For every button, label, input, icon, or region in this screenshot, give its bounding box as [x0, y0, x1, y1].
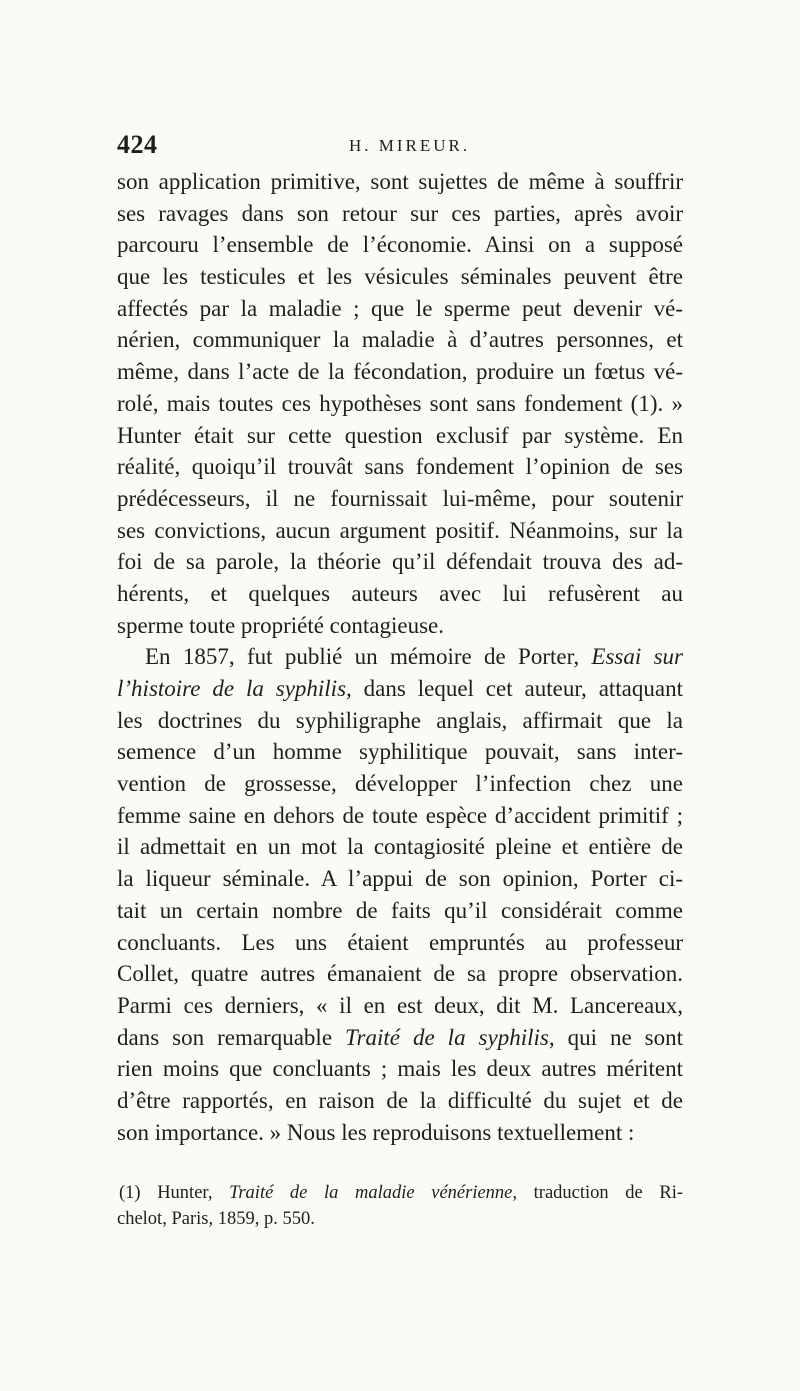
footnote-line — [117, 1180, 683, 1206]
text-line: parcouru l’ensemble de l’économie. Ainsi on a supposé — [117, 232, 683, 258]
text-segment: dans lequel cet auteur, attaquant — [351, 676, 683, 701]
running-head: H. MIREUR. — [349, 136, 471, 155]
text-line: son importance. » Nous les reproduisons textuellement : — [117, 1119, 635, 1145]
text-line: que les testicules et les vésicules séminales peuvent être — [117, 264, 683, 290]
text-line: vention de grossesse, développer l’infection chez une — [117, 771, 683, 797]
text-line: Hunter était sur cette question exclusif par système. En — [117, 422, 683, 448]
text-line: il admettait en un mot la contagiosité pleine et entière de — [117, 834, 683, 860]
footnote-author: Hunter, — [140, 1183, 230, 1203]
text-segment: dans son remarquable — [117, 1024, 333, 1050]
text-line: réalité, quoiqu’il trouvât sans fondement l’opinion de ses — [117, 454, 683, 480]
text-line: sperme toute propriété contagieuse. — [117, 612, 444, 638]
text-segment: qui ne sont — [554, 1024, 684, 1050]
footnote-title: Traité de la maladie vénérienne, — [229, 1183, 518, 1203]
italic-title: Traité de la syphilis, — [345, 1024, 555, 1050]
page-number: 424 — [117, 130, 158, 159]
text-line: rolé, mais toutes ces hypothèses sont sans fondement (1). » — [117, 390, 683, 416]
text-line: semence d’un homme syphilitique pouvait, sans inter- — [117, 739, 683, 765]
text-line-mixed — [117, 673, 683, 705]
text-line: prédécesseurs, il ne fournissait lui-même, pour soutenir — [117, 485, 683, 511]
text-line: les doctrines du syphiligraphe anglais, affirmait que la — [117, 707, 683, 733]
text-line-mixed — [117, 641, 683, 673]
text-line-mixed — [117, 1022, 683, 1054]
text-segment: En 1857, fut publié un mémoire de Porter, — [145, 644, 580, 670]
text-line: concluants. Les uns étaient empruntés au professeur — [117, 929, 683, 955]
footnote-text: traduction de Ri- — [517, 1183, 684, 1203]
text-line: rien moins que concluants ; mais les deux autres méritent — [117, 1056, 683, 1082]
text-line: ses ravages dans son retour sur ces parties, après avoir — [117, 200, 683, 226]
text-line: ses convictions, aucun argument positif. Néanmoins, sur la — [117, 517, 683, 543]
text-line: hérents, et quelques auteurs avec lui refusèrent au — [117, 580, 683, 606]
text-line: d’être rapportés, en raison de la difficulté du sujet et de — [117, 1087, 683, 1113]
italic-title: Essai sur — [591, 644, 683, 670]
text-line: foi de sa parole, la théorie qu’il défendait trouva des ad- — [117, 549, 683, 575]
body-text — [117, 166, 683, 1148]
footnotes — [117, 1180, 683, 1232]
footnote-marker: (1) — [119, 1183, 141, 1203]
page-header — [117, 130, 683, 160]
text-line: affectés par la maladie ; que le sperme peut devenir vé- — [117, 295, 683, 321]
text-line: nérien, communiquer la maladie à d’autres personnes, et — [117, 327, 683, 353]
text-line: même, dans l’acte de la fécondation, produire un fœtus vé- — [117, 359, 683, 385]
text-line: femme saine en dehors de toute espèce d’accident primitif ; — [117, 802, 683, 828]
text-line: son application primitive, sont sujettes de même à souffrir — [117, 169, 683, 194]
text-line: la liqueur séminale. A l’appui de son opinion, Porter ci- — [117, 866, 683, 892]
footnote-line: chelot, Paris, 1859, p. 550. — [117, 1209, 315, 1229]
italic-title: l’histoire de la syphilis, — [117, 676, 352, 701]
text-line: Parmi ces derniers, « il en est deux, dit M. Lancereaux, — [117, 992, 683, 1018]
text-line: Collet, quatre autres émanaient de sa propre observation. — [117, 961, 683, 987]
text-line: tait un certain nombre de faits qu’il considérait comme — [117, 897, 683, 923]
